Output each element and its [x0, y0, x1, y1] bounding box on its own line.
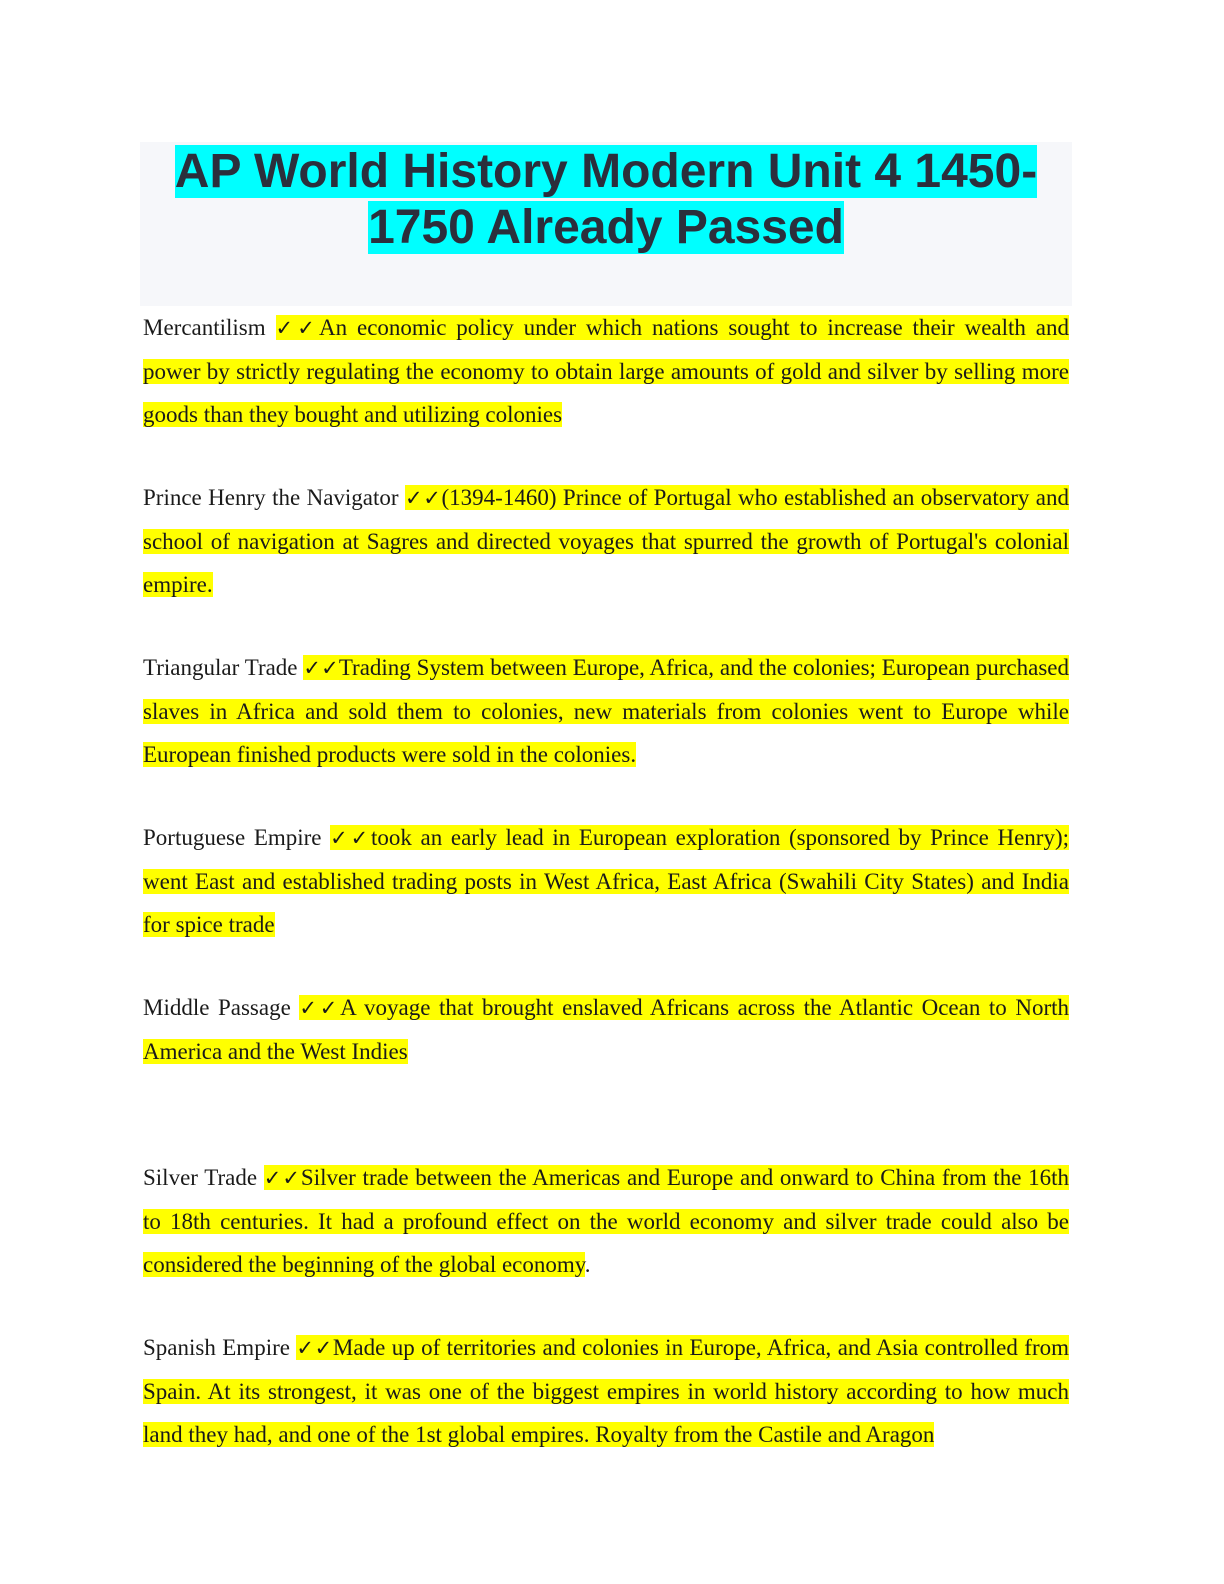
title-line-2: 1750 Already Passed: [368, 201, 844, 254]
definition-text: Silver trade between the Americas and Europe and onward to China from the 16th to 18th centuries. It had a profound effect on the world economy and silver trade could also be considered the beginning of the global economy: [143, 1165, 1070, 1277]
entry-term: Silver Trade: [143, 1165, 258, 1190]
definition-text: Made up of territories and colonies in Europe, Africa, and Asia controlled from Spain. At its strongest, it was one of the biggest empires in world history according to how much land they had, and one of the 1st global empires. Royalty from the Castile and Aragon: [143, 1335, 1069, 1447]
double-check-icon: ✓✓: [299, 996, 341, 1020]
definition-trailing: .: [584, 1252, 591, 1277]
glossary-entry: [143, 986, 1069, 1156]
glossary-entry: [143, 816, 1069, 986]
glossary-entry: [143, 476, 1069, 646]
definition-text: Trading System between Europe, Africa, and the colonies; European purchased slaves in Africa and sold them to colonies, new materials from colonies went to Europe while European finished products were sold in the colonies.: [143, 655, 1069, 767]
double-check-icon: ✓✓: [296, 1336, 333, 1360]
glossary-entry: [143, 306, 1069, 476]
double-check-icon: ✓✓: [275, 316, 319, 340]
entry-term: Prince Henry the Navigator: [143, 485, 399, 510]
entry-term: Mercantilism: [143, 315, 266, 340]
definition-text: An economic policy under which nations sought to increase their wealth and power by strictly regulating the economy to obtain large amounts of gold and silver by selling more goods than they bought and utilizing colonies: [143, 315, 1069, 427]
entry-term: Spanish Empire: [143, 1335, 290, 1360]
entry-definition: [143, 315, 1069, 427]
definition-text: A voyage that brought enslaved Africans across the Atlantic Ocean to North America and the West Indies: [143, 995, 1069, 1064]
document-title: [140, 142, 1072, 256]
entry-term: Middle Passage: [143, 995, 291, 1020]
entry-term: Triangular Trade: [143, 655, 298, 680]
double-check-icon: ✓✓: [303, 656, 339, 680]
double-check-icon: ✓✓: [404, 486, 442, 510]
definition-text: took an early lead in European exploration (sponsored by Prince Henry); went East and established trading posts in West Africa, East Africa (Swahili City States) and India for spice trade: [143, 825, 1069, 937]
definition-text: (1394-1460) Prince of Portugal who established an observatory and school of navigation at Sagres and directed voyages that spurred the growth of Portugal's colonial empire.: [143, 485, 1069, 597]
glossary-entry: [143, 1156, 1069, 1326]
entry-term: Portuguese Empire: [143, 825, 322, 850]
double-check-icon: ✓✓: [263, 1166, 301, 1190]
entry-definition: [143, 1165, 1069, 1277]
glossary-entries: [143, 306, 1069, 1496]
double-check-icon: ✓✓: [330, 826, 372, 850]
glossary-entry: [143, 646, 1069, 816]
title-line-1: AP World History Modern Unit 4 1450-: [174, 145, 1038, 198]
glossary-entry: [143, 1326, 1069, 1496]
title-block: [140, 142, 1072, 306]
